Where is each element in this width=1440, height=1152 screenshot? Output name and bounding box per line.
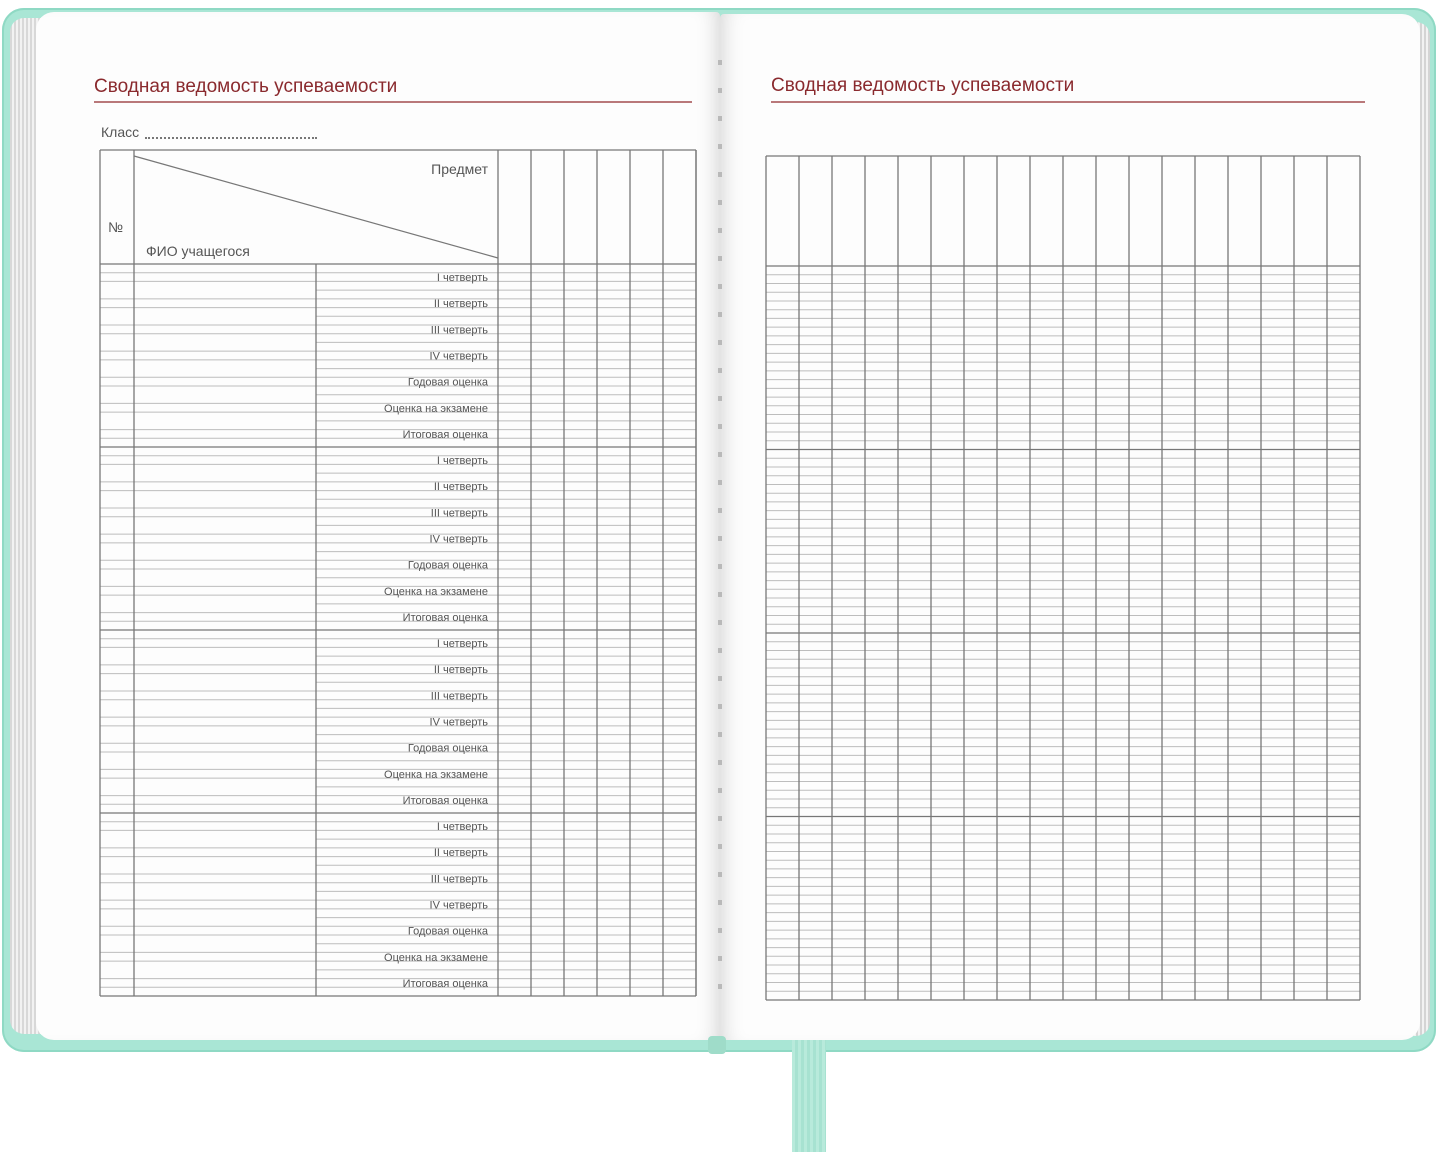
row-label: Оценка на экзамене [384, 951, 488, 964]
row-label: Годовая оценка [407, 925, 488, 938]
row-label: II четверть [433, 664, 488, 677]
row-label: III четверть [430, 507, 488, 520]
row-label: Итоговая оценка [402, 611, 488, 624]
row-label: I четверть [436, 272, 488, 285]
row-label: Оценка на экзамене [384, 402, 488, 415]
row-label: IV четверть [429, 899, 488, 912]
row-label: III четверть [430, 324, 488, 337]
row-label: IV четверть [429, 716, 488, 729]
class-label: Класс [101, 124, 140, 140]
row-label: III четверть [430, 873, 488, 886]
row-label: Годовая оценка [407, 559, 488, 572]
row-label: IV четверть [429, 533, 488, 546]
row-label: IV четверть [429, 350, 488, 363]
number-header: № [108, 219, 124, 235]
row-label: Годовая оценка [407, 742, 488, 755]
row-label: I четверть [436, 821, 488, 834]
row-label: Итоговая оценка [402, 977, 488, 990]
row-label: Годовая оценка [407, 376, 488, 389]
row-label: Оценка на экзамене [384, 585, 488, 598]
student-header: ФИО учащегося [146, 243, 250, 259]
row-label: II четверть [433, 298, 488, 311]
row-label: I четверть [436, 638, 488, 651]
row-label: Оценка на экзамене [384, 768, 488, 781]
row-label: II четверть [433, 481, 488, 494]
subject-header: Предмет [431, 161, 488, 177]
left-page-title: Сводная ведомость успеваемости [94, 76, 398, 97]
row-label: Итоговая оценка [402, 428, 488, 441]
right-page-title: Сводная ведомость успеваемости [771, 75, 1075, 96]
row-label: Итоговая оценка [402, 794, 488, 807]
row-label: I четверть [436, 455, 488, 468]
row-label: III четверть [430, 690, 488, 703]
row-label: II четверть [433, 847, 488, 860]
